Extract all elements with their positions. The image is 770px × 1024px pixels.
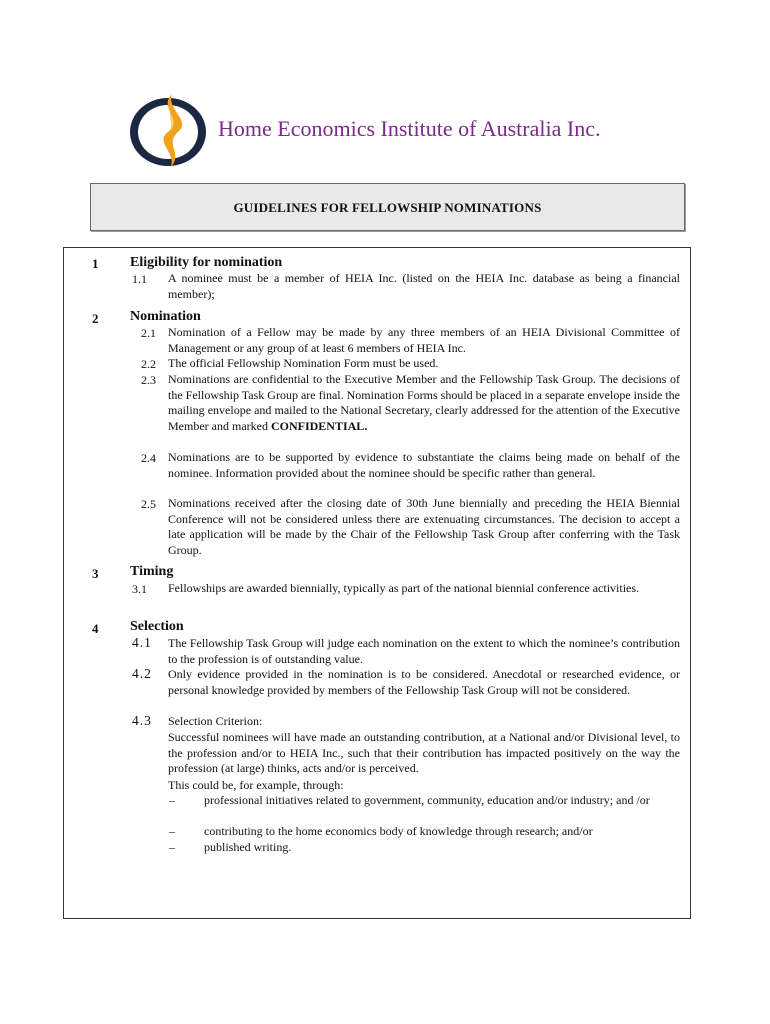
item-text-body: Nominations are confidential to the Executive Member and the Fellowship Task Group. The decisions of the Fellowship Task Group are final. Nomination Forms should be placed in a separate envelope inside the mailing envelope and mailed to the National Secretary, clearly addressed for the attention of the Executive Member and marked [168, 372, 680, 433]
criterion-heading: Selection Criterion: [168, 714, 263, 728]
item-text: Only evidence provided in the nomination is to be considered. Anecdotal or researched evidence, or personal knowledge provided by members of the Fellowship Task Group will not be considered. [168, 667, 680, 697]
section-number: 2 [92, 311, 99, 326]
item-number: 2.3 [141, 373, 156, 387]
guidelines-content [63, 247, 691, 919]
section-heading: Selection [130, 619, 184, 634]
organization-name: Home Economics Institute of Australia Inc. [218, 116, 601, 141]
page-title: GUIDELINES FOR FELLOWSHIP NOMINATIONS [233, 200, 542, 215]
item-number: 2.2 [141, 357, 156, 371]
bullet-marker: – [169, 793, 175, 807]
item-text: Successful nominees will have made an outstanding contribution, at a National and/or Divisional level, to the profession and/or to HEIA Inc., such that their contribution has impacted positively on the way the profession (at large) thinks, acts and/or is perceived. [168, 730, 680, 776]
item-number: 2.4 [141, 451, 156, 465]
item-number: 4.2 [132, 666, 152, 681]
section-number: 3 [92, 566, 99, 581]
section-number: 1 [92, 256, 99, 271]
bullet-marker: – [169, 840, 175, 854]
flame-ring-logo-icon [128, 92, 212, 170]
item-text: Nomination of a Fellow may be made by any three members of an HEIA Divisional Committee of Management or any group of at least 6 members of HEIA Inc. [168, 325, 680, 355]
item-number: 2.1 [141, 326, 156, 340]
item-text: Fellowships are awarded biennially, typically as part of the national biennial conference activities. [168, 581, 640, 595]
item-text: The official Fellowship Nomination Form must be used. [168, 356, 439, 370]
section-heading: Timing [130, 564, 174, 579]
bullet-marker: – [169, 824, 175, 838]
list-item: published writing. [204, 840, 292, 854]
item-number: 4.1 [132, 635, 152, 650]
section-heading: Eligibility for nomination [130, 255, 283, 270]
title-banner [90, 183, 685, 231]
item-number: 3.1 [132, 582, 147, 596]
item-number: 2.5 [141, 497, 156, 511]
item-text: A nominee must be a member of HEIA Inc. (listed on the HEIA Inc. database as being a financial member); [168, 271, 680, 301]
item-number: 4.3 [132, 713, 152, 728]
confidential-marker: CONFIDENTIAL. [270, 418, 368, 433]
item-text: The Fellowship Task Group will judge each nomination on the extent to which the nominee’s contribution to the profession is of outstanding value. [168, 636, 680, 666]
item-number: 1.1 [132, 272, 147, 286]
criterion-lead-in: This could be, for example, through: [168, 778, 344, 792]
item-text: Nominations are to be supported by evidence to substantiate the claims being made on behalf of the nominee. Information provided about the nominee should be specific rather than general. [168, 450, 680, 480]
list-item: contributing to the home economics body of knowledge through research; and/or [204, 824, 593, 838]
item-text: Nominations received after the closing date of 30th June biennially and preceding the HEIA Biennial Conference will not be considered unless there are extenuating circumstances. The decision to accept a late application will be made by the Chair of the Fellowship Task Group after conferring with the Task Group. [168, 496, 680, 557]
section-heading: Nomination [130, 309, 201, 324]
list-item: professional initiatives related to government, community, education and/or industry; and /or [204, 793, 650, 807]
letterhead [128, 92, 688, 170]
section-number: 4 [92, 621, 99, 636]
item-text [168, 372, 680, 434]
